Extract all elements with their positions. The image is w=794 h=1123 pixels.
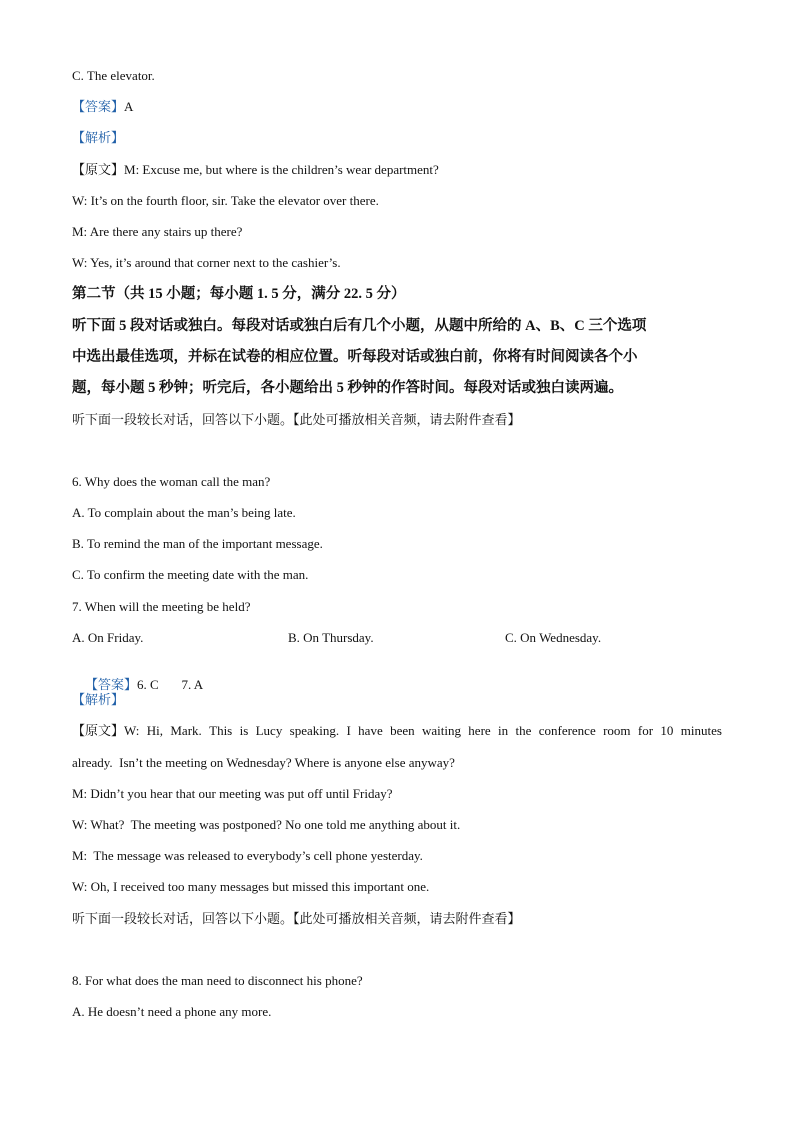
analysis-tag-label: 解析: [85, 692, 112, 707]
transcript-line: M: Didn’t you hear that our meeting was put off until Friday?: [72, 786, 393, 801]
question-7-option-b: B. On Thursday.: [288, 630, 374, 645]
answer-tag-label: 答案: [98, 677, 125, 692]
analysis-tag-close: 】: [111, 692, 125, 707]
transcript-line: W: Oh, I received too many messages but missed this important one.: [72, 879, 430, 894]
section-instruction: 题，每小题 5 秒钟；听完后，各小题给出 5 秒钟的作答时间。每段对话或独白读两遍。: [72, 380, 623, 396]
transcript-line: W: What? The meeting was postponed? No one told me anything about it.: [72, 817, 461, 832]
question-7: 7. When will the meeting be held?: [72, 599, 251, 614]
transcript-word: This: [209, 723, 233, 738]
analysis-line: [72, 692, 124, 708]
question-8: 8. For what does the man need to disconnect his phone?: [72, 973, 363, 988]
question-6-option-b: B. To remind the man of the important message.: [72, 536, 323, 551]
analysis-tag-open: 【: [72, 130, 86, 145]
transcript-word: minutes: [680, 723, 722, 738]
answer-tag-label: 答案: [85, 99, 112, 114]
transcript-word: is: [239, 723, 249, 738]
section-instruction: 中选出最佳选项，并标在试卷的相应位置。听每段对话或独白前，你将有时间阅读各个小: [72, 349, 638, 365]
transcript-line: M: Are there any stairs up there?: [72, 224, 243, 239]
transcript-word: 10: [660, 723, 674, 738]
section-instruction: 听下面 5 段对话或独白。每段对话或独白后有几个小题，从题中所给的 A、B、C 三个选项: [72, 318, 647, 334]
listen-note: 听下面一段较长对话，回答以下小题。【此处可播放相关音频，请去附件查看】: [72, 412, 521, 427]
transcript-word: been: [390, 723, 415, 738]
transcript-word: here: [468, 723, 491, 738]
question-7-option-c: C. On Wednesday.: [505, 630, 602, 645]
transcript-justified-line: [72, 723, 722, 739]
question-6-option-c: C. To confirm the meeting date with the man.: [72, 567, 309, 582]
analysis-tag-label: 解析: [85, 130, 112, 145]
transcript-word: Hi,: [146, 723, 164, 738]
transcript-prefix: 【原文】: [72, 162, 125, 177]
transcript-word: Lucy: [255, 723, 283, 738]
transcript-word: speaking.: [289, 723, 340, 738]
question-8-option-a: A. He doesn’t need a phone any more.: [72, 1004, 272, 1019]
transcript-word-first: W:: [124, 723, 140, 738]
answer-value: A: [124, 99, 134, 114]
transcript-word: waiting: [421, 723, 461, 738]
answer-tag-open: 【: [85, 677, 99, 692]
analysis-line: [72, 130, 124, 146]
transcript-word: [72, 723, 139, 739]
question-7-option-a: A. On Friday.: [72, 630, 144, 645]
transcript-line: W: Yes, it’s around that corner next to the cashier’s.: [72, 255, 341, 270]
question-6: 6. Why does the woman call the man?: [72, 474, 271, 489]
analysis-tag-close: 】: [111, 130, 125, 145]
answer-line: [72, 99, 133, 115]
transcript-word: the: [515, 723, 532, 738]
answer-tag-close: 】: [124, 677, 138, 692]
transcript-line: already. Isn’t the meeting on Wednesday? Where is anyone else anyway?: [72, 755, 455, 770]
transcript-word: conference: [538, 723, 596, 738]
transcript-word: have: [358, 723, 383, 738]
answer-tag-close: 】: [111, 99, 125, 114]
transcript-word: for: [637, 723, 654, 738]
transcript-line: [72, 162, 439, 178]
transcript-line: M: The message was released to everybody’s cell phone yesterday.: [72, 848, 423, 863]
transcript-word: in: [498, 723, 509, 738]
listen-note: 听下面一段较长对话，回答以下小题。【此处可播放相关音频，请去附件查看】: [72, 911, 521, 926]
transcript-word: Mark.: [170, 723, 202, 738]
question-6-option-a: A. To complain about the man’s being late.: [72, 505, 296, 520]
option-c: C. The elevator.: [72, 68, 155, 83]
answer-tag-open: 【: [72, 99, 86, 114]
transcript-word: room: [603, 723, 631, 738]
analysis-tag-open: 【: [72, 692, 86, 707]
answer-value: 6. C 7. A: [137, 677, 204, 692]
transcript-line: W: It’s on the fourth floor, sir. Take the elevator over there.: [72, 193, 379, 208]
transcript-prefix: 【原文】: [72, 723, 125, 738]
section-heading: 第二节（共 15 小题；每小题 1. 5 分，满分 22. 5 分）: [72, 286, 406, 302]
transcript-word: I: [346, 723, 351, 738]
transcript-text: M: Excuse me, but where is the children’s wear department?: [124, 162, 439, 177]
